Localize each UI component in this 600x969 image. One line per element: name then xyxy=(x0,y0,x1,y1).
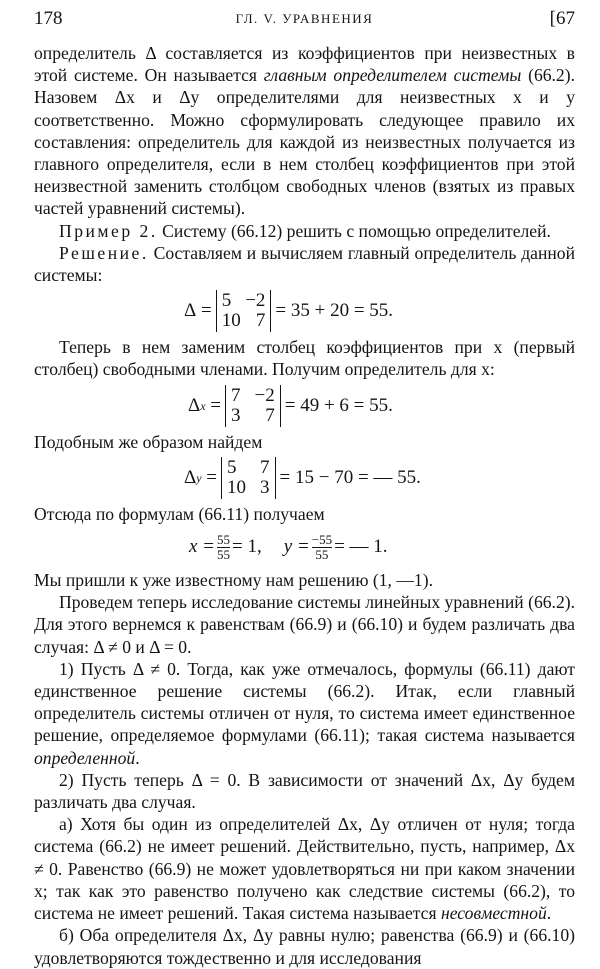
paragraph-replace-column: Теперь в нем заменим столбец коэффициентов при x (первый столбец) свободными членами. Получим определитель для x: xyxy=(34,337,575,380)
matrix-cell: 7 xyxy=(265,404,275,426)
paragraph-case-2: 2) Пусть теперь Δ = 0. В зависимости от значений Δx, Δy будем различать два случая. xyxy=(34,769,575,813)
text: Систему (66.12) решить с помощью определителей. xyxy=(157,220,551,241)
page-number: 178 xyxy=(34,8,63,29)
equation-result: = 15 − 70 = — 55. xyxy=(279,466,421,488)
matrix-cell: 10 xyxy=(227,476,247,498)
matrix-cell: 10 xyxy=(221,310,241,332)
paragraph-case-2a xyxy=(34,813,575,924)
delta-symbol: Δ xyxy=(184,300,197,322)
text: (66.2). Назовем Δx и Δy определителями для неизвестных x и y соответственно. Можно сформулировать следующее правило их составления: определитель для каждой из неизвестных получается из главного определителя, если в нем столбец коэффициентов при этой неизвестной заменить столбцом свободных членов (взятых из правых частей уравнений системы). xyxy=(34,65,575,219)
solution-label: Решение. xyxy=(59,242,149,263)
matrix-cell: 7 xyxy=(255,310,266,332)
y-result: = — 1. xyxy=(334,535,388,557)
equation-delta-x: Δ x = 7 −2 3 7 = 49 + 6 = 55. xyxy=(188,384,393,426)
example-heading xyxy=(34,220,575,242)
y-variable: y = xyxy=(283,535,310,557)
determinant-matrix xyxy=(225,385,281,427)
denominator: 55 xyxy=(315,546,329,562)
text: 1) Пусть Δ ≠ 0. Тогда, как уже отмечалось, формулы (66.11) дают единственное решение системы (66.2). Итак, если главный определитель системы отличен от нуля, то система имеет единственное решение, определяемое формулами (66.11); такая система называется xyxy=(34,658,575,746)
text: . xyxy=(135,747,140,768)
text: . xyxy=(546,903,552,924)
x-variable: x = xyxy=(189,535,216,557)
equation-delta-y: Δ y = 5 7 10 3 = 15 − 70 = — 55. xyxy=(184,456,421,498)
text: а) Хотя бы один из определителей Δx, Δy отличен от нуля; тогда система (66.2) не имеет решений. Действительно, пусть, например, Δx ≠ 0. Равенство (66.9) не может удовлетворяться ни при каком значении x; так как это равенство получено как следствие системы (66.2), то система не имеет решений. Такая система называется xyxy=(34,814,575,924)
delta-symbol: Δ xyxy=(188,394,201,416)
text: Составляем и вычисляем главный определитель данной системы: xyxy=(34,242,575,286)
text: определитель Δ составляется из коэффициентов при неизвестных в этой системе. Он называется xyxy=(34,43,575,86)
subscript: y xyxy=(196,470,202,485)
equation-result: = 35 + 20 = 55. xyxy=(275,300,394,322)
delta-symbol: Δ xyxy=(184,466,197,488)
paragraph-rule xyxy=(34,42,575,220)
italic-term: несовместной xyxy=(440,903,547,924)
matrix-cell: −2 xyxy=(245,290,266,312)
section-number: [67 xyxy=(549,8,575,29)
determinant-matrix xyxy=(216,290,272,332)
equation-solution xyxy=(34,525,575,569)
paragraph-known-solution: Мы пришли к уже известному нам решению (1, —1). xyxy=(34,570,433,591)
equation-main-determinant: Δ = 5 −2 10 7 = 35 + 20 = 55. xyxy=(184,290,394,332)
equation-result: = 49 + 6 = 55. xyxy=(284,394,393,416)
matrix-cell: 3 xyxy=(231,404,241,426)
matrix-cell: 5 xyxy=(227,456,237,478)
italic-term: определенной xyxy=(34,747,136,768)
page-header xyxy=(34,8,575,34)
italic-term: главным определителем системы xyxy=(263,65,522,86)
example-label: Пример 2. xyxy=(59,220,158,241)
paragraph-case-1 xyxy=(34,658,575,769)
fraction-x xyxy=(217,533,230,562)
paragraph-investigation: Проведем теперь исследование системы линейных уравнений (66.2). Для этого вернемся к равенствам (66.9) и (66.10) и будем различать два случая: Δ ≠ 0 и Δ = 0. xyxy=(34,592,576,657)
paragraph-similarly: Подобным же образом найдем xyxy=(34,431,263,452)
denominator: 55 xyxy=(217,546,231,562)
paragraph-hence: Отсюда по формулам (66.11) получаем xyxy=(34,503,325,524)
determinant-matrix xyxy=(221,457,276,499)
matrix-cell: −2 xyxy=(254,384,275,406)
page-body xyxy=(34,42,575,969)
numerator: 55 xyxy=(217,531,231,547)
paragraph-case-2b: б) Оба определителя Δx, Δy равны нулю; равенства (66.9) и (66.10) удовлетворяются тождественно и для исследования xyxy=(34,925,575,968)
x-result: = 1, xyxy=(232,535,262,557)
subscript: x xyxy=(200,398,206,413)
fraction-y xyxy=(312,533,332,562)
matrix-cell: 3 xyxy=(260,476,270,498)
numerator: −55 xyxy=(311,531,333,547)
matrix-cell: 7 xyxy=(231,384,241,406)
matrix-cell: 5 xyxy=(221,290,232,312)
matrix-cell: 7 xyxy=(260,456,270,478)
chapter-title: ГЛ. V. УРАВНЕНИЯ xyxy=(235,11,374,26)
solution-intro xyxy=(34,242,575,286)
